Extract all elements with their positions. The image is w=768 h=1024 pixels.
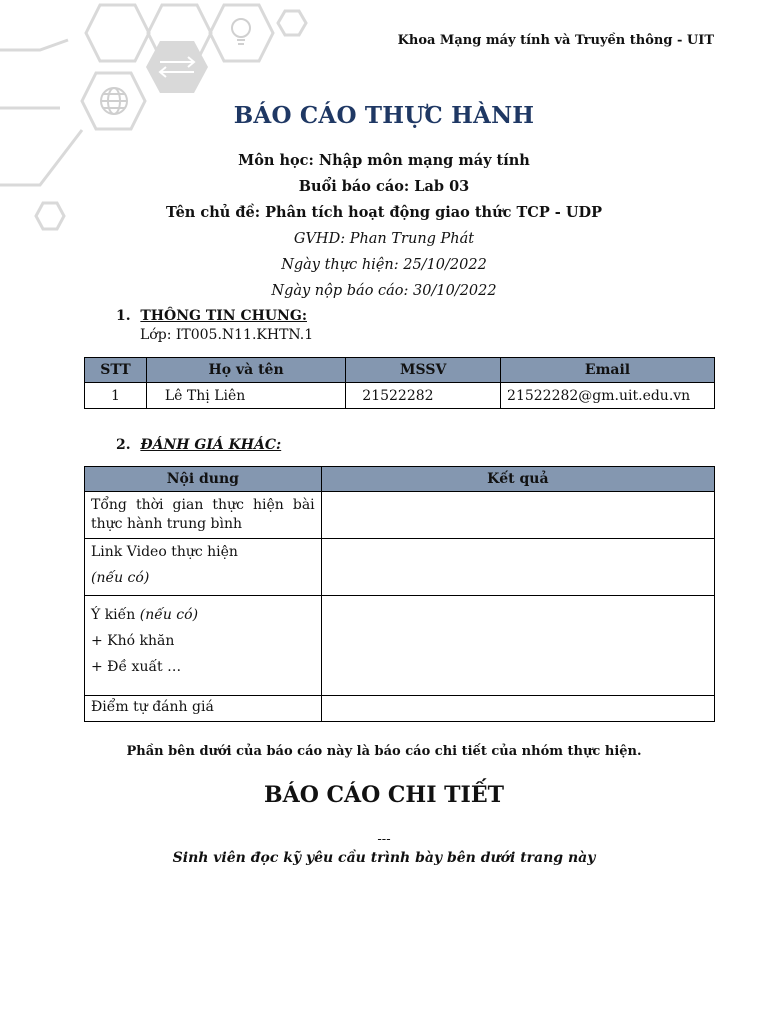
table-row [85, 696, 715, 722]
instruction-line: Sinh viên đọc kỹ yêu cầu trình bày bên dưới trang này [172, 850, 596, 866]
section-title: ĐÁNH GIÁ KHÁC: [140, 437, 282, 453]
faculty-header: Khoa Mạng máy tính và Truyền thông - UIT [397, 33, 714, 48]
cell-email: 21522282@gm.uit.edu.vn [501, 383, 715, 409]
table-row [85, 383, 715, 409]
report-title: BÁO CÁO THỰC HÀNH [233, 102, 535, 129]
detail-note: Phần bên dưới của báo cáo này là báo cáo chi tiết của nhóm thực hiện. [126, 744, 642, 759]
proposal-line: + Đề xuất … [91, 659, 182, 675]
cell-opinion-label [85, 596, 322, 696]
cell-opinion-value [321, 596, 714, 696]
cell-video-label [85, 539, 322, 596]
section-number: 2. [116, 437, 131, 453]
topic-line: Tên chủ đề: Phân tích hoạt động giao thức TCP - UDP [166, 204, 602, 221]
cell-score-value [321, 696, 714, 722]
table-header-row [85, 467, 715, 492]
date-done-line: Ngày thực hiện: 25/10/2022 [281, 257, 487, 273]
instructor-line: GVHD: Phan Trung Phát [293, 231, 475, 247]
table-row [85, 492, 715, 539]
section-title: THÔNG TIN CHUNG: [140, 308, 307, 324]
evaluation-table [84, 466, 715, 722]
class-line [140, 327, 313, 343]
cell-time-label: Tổng thời gian thực hiện bài thực hành trung bình [85, 492, 322, 539]
col-header-stt: STT [85, 358, 147, 383]
col-header-mssv: MSSV [346, 358, 501, 383]
table-row [85, 539, 715, 596]
cell-name: Lê Thị Liên [146, 383, 345, 409]
date-submit-line: Ngày nộp báo cáo: 30/10/2022 [271, 283, 497, 299]
class-label: Lớp: [140, 327, 172, 343]
video-label: Link Video thực hiện [91, 544, 238, 560]
cell-stt: 1 [85, 383, 147, 409]
cell-score-label: Điểm tự đánh giá [85, 696, 322, 722]
section-other-evaluation [116, 437, 281, 453]
col-header-email: Email [501, 358, 715, 383]
subject-line: Môn học: Nhập môn mạng máy tính [238, 152, 530, 169]
col-header-content: Nội dung [85, 467, 322, 492]
table-row [85, 596, 715, 696]
opinion-note: (nếu có) [139, 607, 199, 623]
section-number: 1. [116, 308, 131, 324]
opinion-label: Ý kiến [91, 607, 136, 623]
student-table [84, 357, 715, 409]
cell-mssv: 21522282 [346, 383, 501, 409]
col-header-name: Họ và tên [146, 358, 345, 383]
class-value: IT005.N11.KHTN.1 [175, 327, 314, 343]
session-line: Buổi báo cáo: Lab 03 [298, 178, 470, 195]
table-header-row [85, 358, 715, 383]
video-note: (nếu có) [91, 570, 150, 586]
section-general-info [116, 308, 307, 324]
detail-report-title: BÁO CÁO CHI TIẾT [264, 782, 504, 808]
cell-time-value [321, 492, 714, 539]
cell-video-value [321, 539, 714, 596]
difficulty-line: + Khó khăn [91, 633, 175, 649]
separator-dashes: --- [377, 832, 391, 847]
opinion-line [91, 602, 315, 628]
lightbulb-icon [232, 19, 250, 44]
col-header-result: Kết quả [321, 467, 714, 492]
